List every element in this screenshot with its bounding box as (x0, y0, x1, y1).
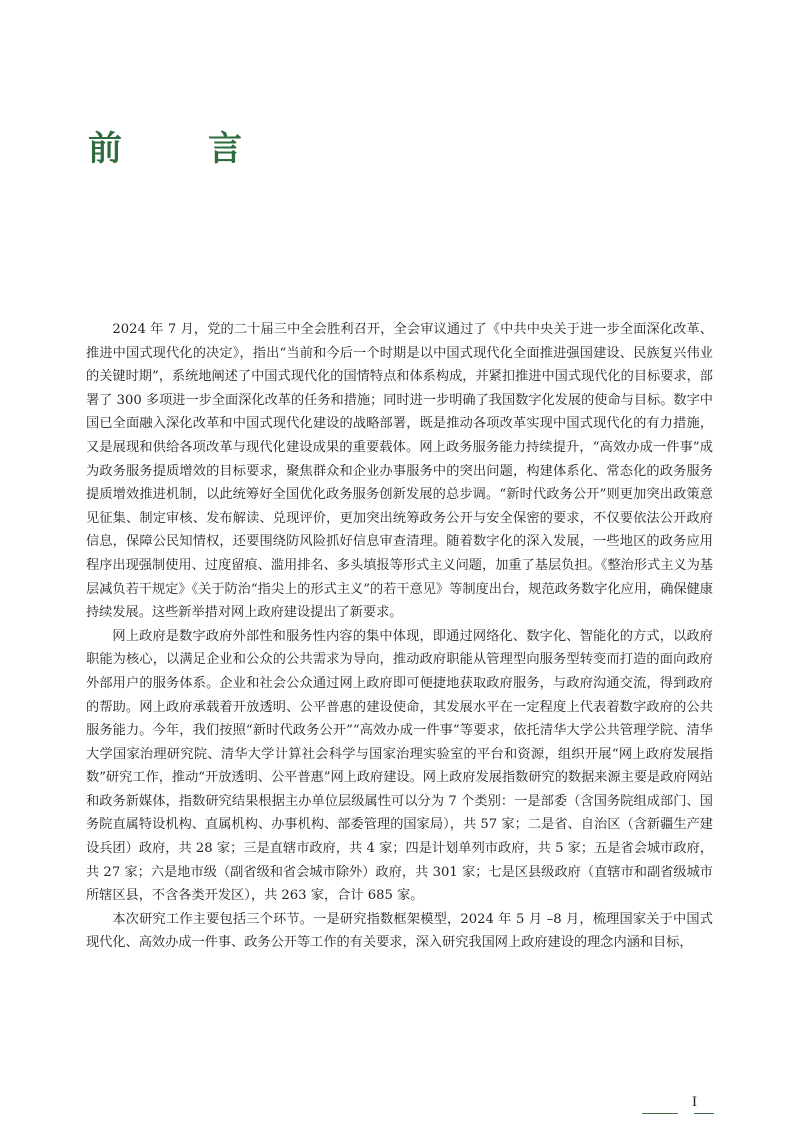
paragraph: 网上政府是数字政府外部性和服务性内容的集中体现，即通过网络化、数字化、智能化的方式，以政府职能为核心，以满足企业和公众的公共需求为导向，推动政府职能从管理型向服务型转变而打造的面向政府外部用户的服务体系。企业和社会公众通过网上政府即可便捷地获取政府服务，与政府沟通交流，得到政府的帮助。网上政府承载着开放透明、公平普惠的建设使命，其发展水平在一定程度上代表着数字政府的公共服务能力。今年，我们按照“新时代政务公开”“高效办成一件事”等要求，依托清华大学公共管理学院、清华大学国家治理研究院、清华大学计算社会科学与国家治理实验室的平台和资源，组织开展“网上政府发展指数”研究工作，推动“开放透明、公平普惠”网上政府建设。网上政府发展指数研究的数据来源主要是政府网站和政务新媒体，指数研究结果根据主办单位层级属性可以分为 7 个类别：一是部委（含国务院组成部门、国务院直属特设机构、直属机构、办事机构、部委管理的国家局），共 57 家；二是省、自治区（含新疆生产建设兵团）政府，共 28 家；三是直辖市政府，共 4 家；四是计划单列市政府，共 5 家；五是省会城市政府，共 27 家；六是地市级（副省级和省会城市除外）政府，共 301 家；七是区县级政府（直辖市和副省级城市所辖区县，不含各类开发区），共 263 家，合计 685 家。 (86, 628, 713, 904)
page-number: I (692, 1094, 697, 1110)
footer-rule (694, 1113, 714, 1114)
page-footer (640, 1093, 714, 1115)
footer-rule (642, 1113, 678, 1114)
page-title: 前 言 (88, 129, 268, 169)
paragraph: 本次研究工作主要包括三个环节。一是研究指数框架模型，2024 年 5 月 –8 月，梳理国家关于中国式现代化、高效办成一件事、政务公开等工作的有关要求，深入研究我国网上政府建设的理念内涵和目标， (86, 911, 713, 951)
body-text (86, 318, 713, 955)
paragraph: 2024 年 7 月，党的二十届三中全会胜利召开，全会审议通过了《中共中央关于进一步全面深化改革、推进中国式现代化的决定》，指出“当前和今后一个时期是以中国式现代化全面推进强国建设、民族复兴伟业的关键时期”，系统地阐述了中国式现代化的国情特点和体系构成，并紧扣推进中国式现代化的目标要求，部署了 300 多项进一步全面深化改革的任务和措施；同时进一步明确了我国数字化发展的使命与目标。数字中国已全面融入深化改革和中国式现代化建设的战略部署，既是推动各项改革实现中国式现代化的有力措施，又是展现和供给各项改革与现代化建设成果的重要载体。网上政务服务能力持续提升，“高效办成一件事”成为政务服务提质增效的目标要求，聚焦群众和企业办事服务中的突出问题，构建体系化、常态化的政务服务提质增效推进机制，以此统筹好全国优化政务服务创新发展的总步调。“新时代政务公开”则更加突出政策意见征集、制定审核、发布解读、兑现评价，更加突出统筹政务公开与安全保密的要求，不仅要依法公开政府信息，保障公民知情权，还要围绕防风险抓好信息审查清理。随着数字化的深入发展，一些地区的政务应用程序出现强制使用、过度留痕、滥用排名、多头填报等形式主义问题，加重了基层负担。《整治形式主义为基层减负若干规定》《关于防治“指尖上的形式主义”的若干意见》等制度出台，规范政务数字化应用，确保健康持续发展。这些新举措对网上政府建设提出了新要求。 (86, 322, 713, 621)
